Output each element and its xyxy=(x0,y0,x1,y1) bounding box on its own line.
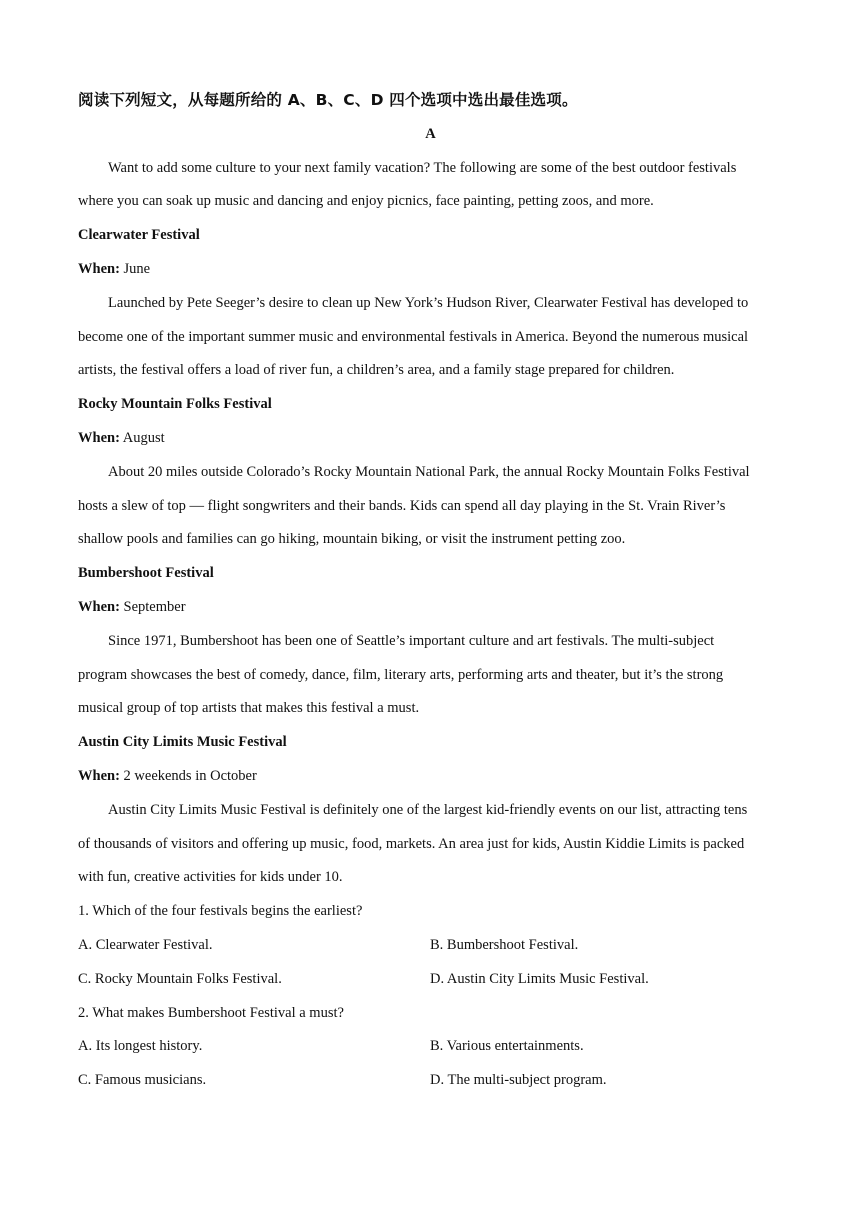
festival-when xyxy=(78,760,783,794)
when-label: When: xyxy=(78,598,120,615)
festival-text-line: Launched by Pete Seeger’s desire to clean up New York’s Hudson River, Clearwater Festival has developed to xyxy=(108,294,749,311)
intro-line: Want to add some culture to your next family vacation? The following are some of the best outdoor festivals xyxy=(108,159,737,176)
option-c[interactable]: C. Famous musicians. xyxy=(78,1072,207,1089)
option-row xyxy=(78,1064,783,1098)
when-value: June xyxy=(123,260,151,277)
festival-text-line: Since 1971, Bumbershoot has been one of Seattle’s important culture and art festivals. The multi-subject xyxy=(108,632,715,649)
intro-line: where you can soak up music and dancing and enjoy picnics, face painting, petting zoos, and more. xyxy=(78,193,654,210)
festival-title: Rocky Mountain Folks Festival xyxy=(78,396,272,413)
option-a[interactable]: A. Clearwater Festival. xyxy=(78,936,213,953)
festival-text-line: Austin City Limits Music Festival is definitely one of the largest kid-friendly events on our list, attracting tens xyxy=(108,801,748,818)
festival-title: Bumbershoot Festival xyxy=(78,565,214,582)
when-label: When: xyxy=(78,429,120,446)
option-row xyxy=(78,929,783,963)
when-label: When: xyxy=(78,260,120,277)
option-d[interactable]: D. Austin City Limits Music Festival. xyxy=(430,970,649,987)
festival-text-line: become one of the important summer music and environmental festivals in America. Beyond the numerous musical xyxy=(78,328,749,345)
option-c[interactable]: C. Rocky Mountain Folks Festival. xyxy=(78,970,282,987)
option-row xyxy=(78,1030,783,1064)
festival-text-line: artists, the festival offers a load of river fun, a children’s area, and a family stage prepared for children. xyxy=(78,362,675,379)
festival-title: Clearwater Festival xyxy=(78,227,200,244)
festival-when xyxy=(78,253,783,287)
festival-when xyxy=(78,591,783,625)
when-value: 2 weekends in October xyxy=(123,767,257,784)
festival-text-line: of thousands of visitors and offering up music, food, markets. An area just for kids, Austin Kiddie Limits is packed xyxy=(78,835,745,852)
instruction-text: 阅读下列短文，从每题所给的 A、B、C、D 四个选项中选出最佳选项。 xyxy=(78,91,578,109)
option-d[interactable]: D. The multi-subject program. xyxy=(430,1072,607,1089)
festival-when xyxy=(78,422,783,456)
option-b[interactable]: B. Various entertainments. xyxy=(430,1038,584,1055)
festival-text-line: hosts a slew of top — flight songwriters and their bands. Kids can spend all day playing in the St. Vrain River’s xyxy=(78,497,726,514)
option-a[interactable]: A. Its longest history. xyxy=(78,1038,203,1055)
when-value: September xyxy=(123,598,186,615)
festival-text-line: with fun, creative activities for kids under 10. xyxy=(78,869,343,886)
section-label: A xyxy=(425,125,436,142)
festival-text-line: musical group of top artists that makes this festival a must. xyxy=(78,700,420,717)
festival-text-line: program showcases the best of comedy, dance, film, literary arts, performing arts and theater, but it’s the strong xyxy=(78,666,724,683)
when-label: When: xyxy=(78,767,120,784)
festival-text-line: About 20 miles outside Colorado’s Rocky Mountain National Park, the annual Rocky Mountain Folks Festival xyxy=(108,463,750,480)
question-stem: 2. What makes Bumbershoot Festival a must? xyxy=(78,1004,344,1021)
when-value: August xyxy=(122,429,165,446)
festival-text-line: shallow pools and families can go hiking, mountain biking, or visit the instrument petting zoo. xyxy=(78,531,626,548)
option-row xyxy=(78,963,783,997)
option-b[interactable]: B. Bumbershoot Festival. xyxy=(430,936,579,953)
document-page xyxy=(78,84,783,1098)
question-stem: 1. Which of the four festivals begins the earliest? xyxy=(78,903,363,920)
festival-title: Austin City Limits Music Festival xyxy=(78,734,287,751)
